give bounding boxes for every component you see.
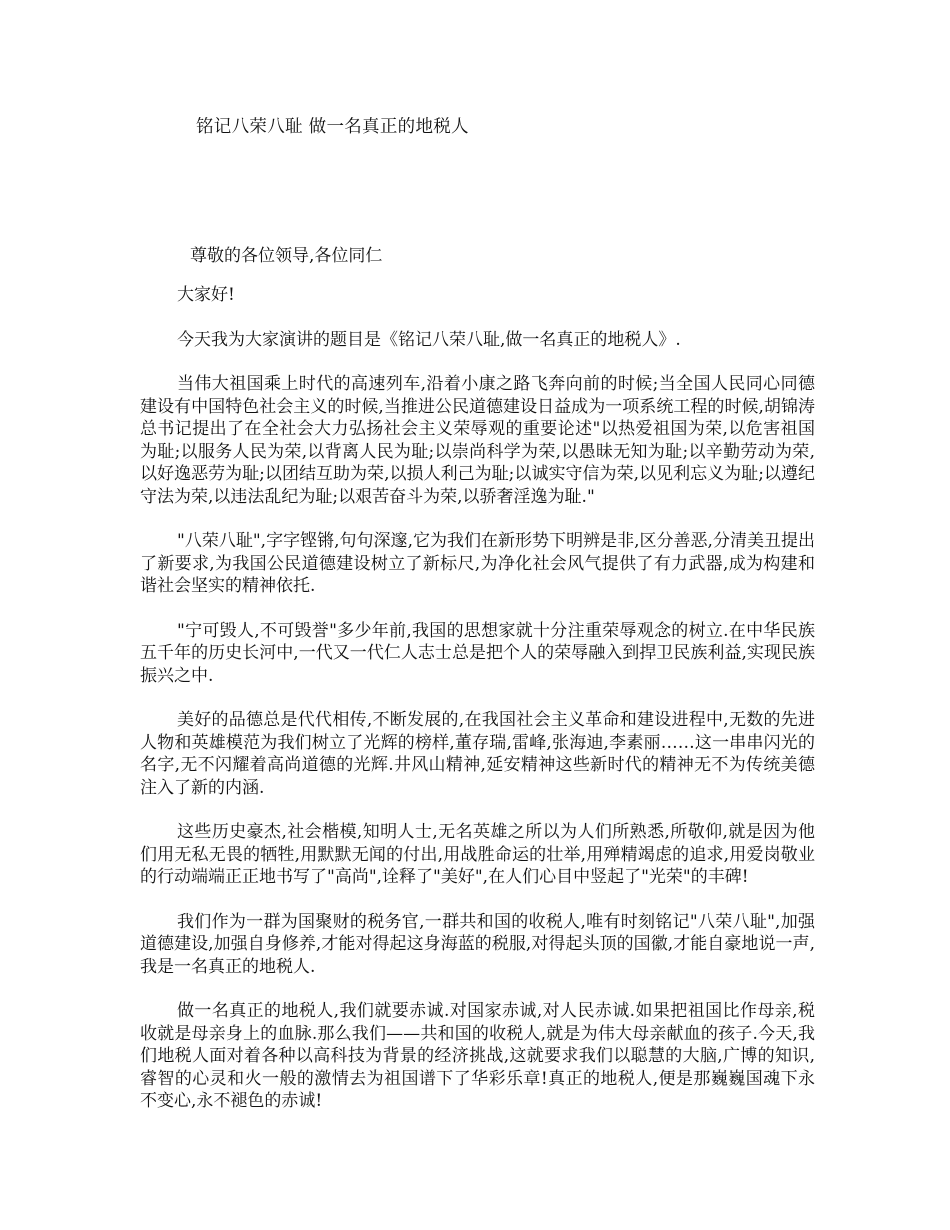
document-title: 铭记八荣八耻 做一名真正的地税人 (196, 117, 469, 137)
paragraph: 美好的品德总是代代相传,不断发展的,在我国社会主义革命和建设进程中,无数的先进人物和英雄模范为我们树立了光辉的榜样,董存瑞,雷峰,张海迪,李素丽……这一串串闪光的名字,无不闪耀着高尚道德的光辉.井风山精神,延安精神这些新时代的精神无不为传统美德注入了新的内涵. (140, 710, 815, 798)
paragraph-topic: 今天我为大家演讲的题目是《铭记八荣八耻,做一名真正的地税人》. (177, 329, 681, 350)
paragraph: "宁可毁人,不可毁誉"多少年前,我国的思想家就十分注重荣辱观念的树立.在中华民族五千年的历史长河中,一代又一代仁人志士总是把个人的荣辱融入到捍卫民族利益,实现民族振兴之中. (140, 620, 815, 686)
paragraph: 我们作为一群为国聚财的税务官,一群共和国的收税人,唯有时刻铭记"八荣八耻",加强道德建设,加强自身修养,才能对得起这身海蓝的税服,对得起头顶的国徽,才能自豪地说一声,我是一名真正的地税人. (140, 911, 815, 977)
paragraph: "八荣八耻",字字铿锵,句句深邃,它为我们在新形势下明辨是非,区分善恶,分清美丑提出了新要求,为我国公民道德建设树立了新标尺,为净化社会风气提供了有力武器,成为构建和谐社会坚实的精神依托. (140, 531, 815, 596)
salutation: 尊敬的各位领导,各位同仁 (190, 246, 383, 266)
paragraph-greeting: 大家好! (177, 285, 235, 305)
paragraph: 做一名真正的地税人,我们就要赤诚.对国家赤诚,对人民赤诚.如果把祖国比作母亲,税收就是母亲身上的血脉.那么我们——共和国的收税人,就是为伟大母亲献血的孩子.今天,我们地税人面对着各种以高科技为背景的经济挑战,这就要求我们以聪慧的大脑,广博的知识,睿智的心灵和火一般的激情去为祖国谱下了华彩乐章!真正的地税人,便是那巍巍国魂下永不变心,永不褪色的赤诚! (140, 1001, 815, 1111)
paragraph: 这些历史豪杰,社会楷模,知明人士,无名英雄之所以为人们所熟悉,所敬仰,就是因为他们用无私无畏的牺牲,用默默无闻的付出,用战胜命运的壮举,用殚精竭虑的追求,用爱岗敬业的行动端端正正地书写了"高尚",诠释了"美好",在人们心目中竖起了"光荣"的丰碑! (140, 822, 815, 887)
paragraph: 当伟大祖国乘上时代的高速列车,沿着小康之路飞奔向前的时候;当全国人民同心同德建设有中国特色社会主义的时候,当推进公民道德建设日益成为一项系统工程的时候,胡锦涛总书记提出了在全社会大力弘扬社会主义荣辱观的重要论述"以热爱祖国为荣,以危害祖国为耻;以服务人民为荣,以背离人民为耻;以崇尚科学为荣,以愚昧无知为耻;以辛勤劳动为荣,以好逸恶劳为耻;以团结互助为荣,以损人利己为耻;以诚实守信为荣,以见利忘义为耻;以遵纪守法为荣,以违法乱纪为耻;以艰苦奋斗为荣,以骄奢淫逸为耻." (140, 374, 815, 507)
document-body (140, 284, 815, 1135)
